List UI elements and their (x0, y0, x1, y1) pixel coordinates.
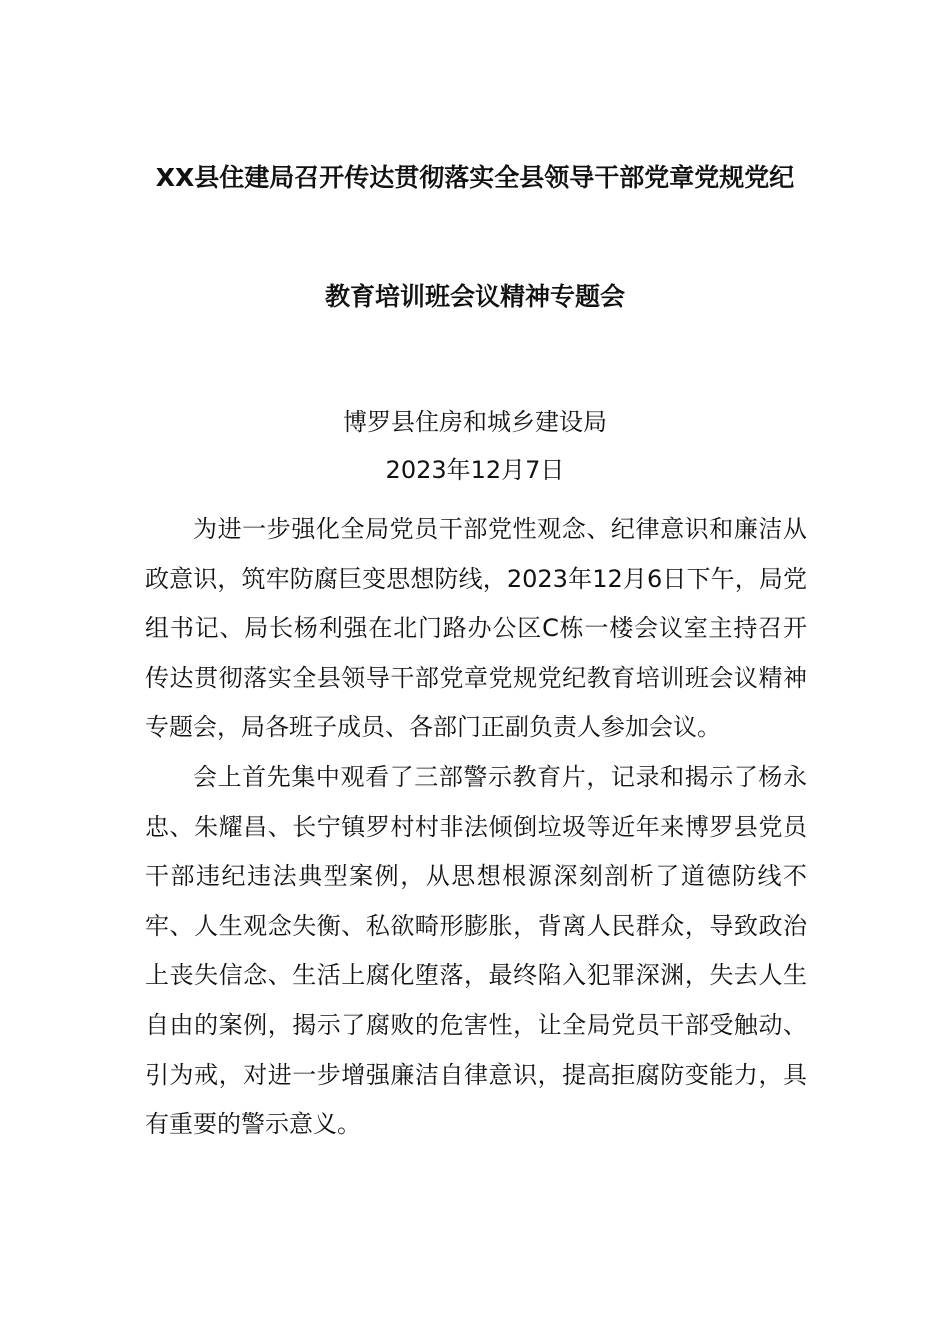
issue-date: 2023年12月7日 (385, 456, 565, 484)
document-title-line-1: XX县住建局召开传达贯彻落实全县领导干部党章党规党纪 (155, 163, 795, 192)
issuing-organization: 博罗县住房和城乡建设局 (343, 408, 607, 436)
document-body (145, 505, 807, 1150)
body-paragraph: 会上首先集中观看了三部警示教育片，记录和揭示了杨永忠、朱耀昌、长宁镇罗村村非法倾倒垃圾等近年来博罗县党员干部违纪违法典型案例，从思想根源深刻剖析了道德防线不牢、人生观念失衡、私欲畸形膨胀，背离人民群众，导致政治上丧失信念、生活上腐化堕落，最终陷入犯罪深渊，失去人生自由的案例，揭示了腐败的危害性，让全局党员干部受触动、引为戒，对进一步增强廉洁自律意识，提高拒腐防变能力，具有重要的警示意义。 (145, 762, 807, 1139)
body-paragraph: 为进一步强化全局党员干部党性观念、纪律意识和廉洁从政意识，筑牢防腐巨变思想防线，2023年12月6日下午，局党组书记、局长杨利强在北门路办公区C栋一楼会议室主持召开传达贯彻落实全县领导干部党章党规党纪教育培训班会议精神专题会，局各班子成员、各部门正副负责人参加会议。 (145, 515, 807, 742)
document-title-line-2: 教育培训班会议精神专题会 (324, 282, 625, 311)
